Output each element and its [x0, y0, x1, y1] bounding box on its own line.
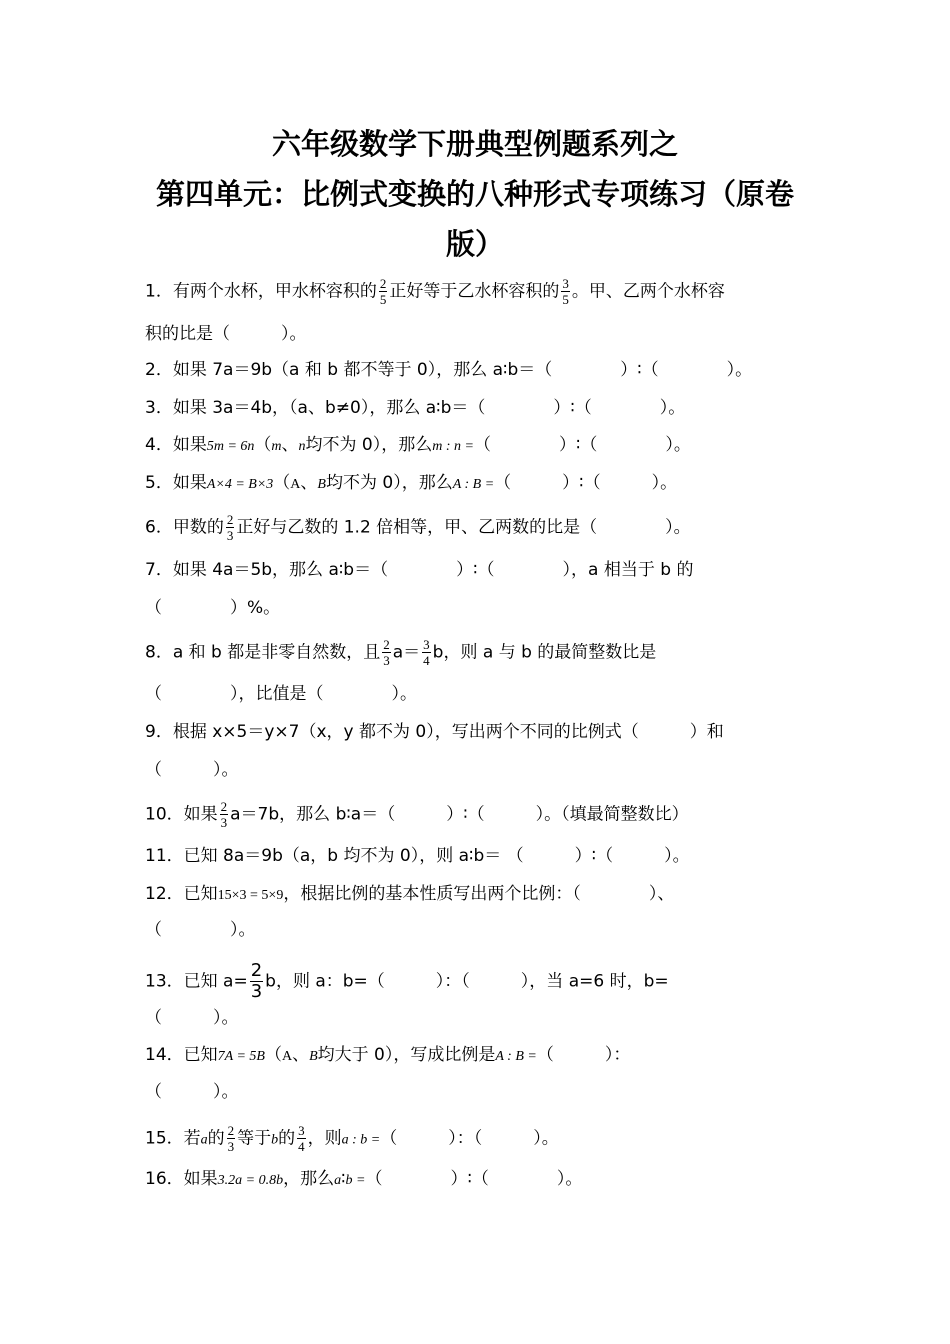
math-expression: 15×3 = 5×9: [217, 888, 284, 903]
math-expression: A×4 = B×3: [206, 477, 274, 492]
question-9-continued: （ ）。: [145, 760, 239, 780]
math-expression: 5m = 6n: [206, 439, 255, 454]
question-10: [145, 800, 689, 829]
math-variable: a: [334, 1173, 342, 1188]
question-6: [145, 513, 691, 542]
question-text: 12．已知: [145, 884, 218, 904]
math-variable: m: [271, 439, 282, 454]
question-12-continued: （ ）。: [145, 920, 256, 940]
math-expression: 3.2a = 0.8b: [217, 1173, 284, 1188]
question-text: 10．如果: [145, 804, 218, 825]
question-text: 8．a 和 b 都是非零自然数，且: [145, 642, 381, 663]
math-expression: A : B =: [452, 477, 495, 492]
math-expression: A : B =: [495, 1049, 537, 1064]
math-variable: a: [200, 1132, 208, 1148]
question-text: 15．若: [145, 1128, 201, 1149]
question-13: [145, 962, 669, 1001]
question-2: 2．如果 7a＝9b（a 和 b 都不等于 0），那么 a∶b＝（ ）∶（ ）。: [145, 360, 753, 380]
math-expression: 7A = 5B: [217, 1049, 265, 1064]
question-text: 16．如果: [145, 1169, 218, 1189]
answer-blanks: （ ）：（ ）。: [380, 1128, 559, 1149]
question-text: 14．已知: [145, 1045, 218, 1065]
answer-blanks: （ ）∶（ ）。: [365, 1169, 583, 1189]
question-text: a＝7b，那么 b∶a＝（ ）∶（ ）。（填最简整数比）: [230, 804, 689, 825]
question-16: 16．如果3.2a = 0.8b，那么a∶b =（ ）∶（ ）。: [145, 1169, 583, 1189]
fraction: $\frac{3}{5}$: [562, 276, 569, 307]
title-line-2: 第四单元：比例式变换的八种形式专项练习（原卷: [155, 177, 794, 211]
question-8-continued: （ ），比值是（ ）。: [145, 684, 417, 704]
math-variable: A: [290, 477, 301, 492]
question-9: 9．根据 x×5＝y×7（x，y 都不为 0），写出两个不同的比例式（ ）和: [145, 722, 724, 742]
fraction: $\frac{2}{3}$: [383, 637, 390, 668]
question-text: 。甲、乙两个水杯容: [571, 281, 725, 302]
question-1-continued: 积的比是（ ）。: [145, 324, 307, 344]
question-text: ，根据比例的基本性质写出两个比例：（ ）、: [283, 884, 675, 904]
title-line-1: 六年级数学下册典型例题系列之: [271, 127, 678, 161]
question-text: 1．有两个水杯，甲水杯容积的: [145, 281, 377, 302]
question-text: 正好等于乙水杯容积的: [389, 281, 560, 302]
math-variable: B: [317, 477, 326, 492]
fraction: $\frac{2}{3}$: [227, 1123, 235, 1154]
math-expression: m : n =: [432, 439, 474, 454]
question-12: [145, 882, 674, 908]
fraction: $\frac{2}{5}$: [379, 276, 387, 307]
fraction: $\frac{3}{4}$: [298, 1123, 305, 1154]
question-text: 均大于 0），写成比例是: [317, 1045, 496, 1065]
question-text: 13．已知 a=: [145, 971, 248, 992]
fraction: $\frac{3}{4}$: [423, 637, 430, 668]
math-variable: n: [298, 439, 306, 454]
question-15: 15．若a的 $\frac{2}{3}$ 等于b的 $\frac{3}{4}$ ，则a : b =（ ）：（ ）。: [145, 1123, 559, 1154]
fraction: $\frac{2}{3}$: [226, 512, 234, 543]
math-variable: B: [309, 1049, 318, 1064]
question-1: [145, 277, 725, 306]
title-line-3: 版）: [445, 227, 504, 261]
question-text: 正好与乙数的 1.2 倍相等，甲、乙两数的比是（ ）。: [236, 517, 691, 538]
question-text: 均不为 0），那么: [325, 473, 453, 493]
question-3: 3．如果 3a＝4b，（a、b≠0），那么 a∶b＝（ ）∶（ ）。: [145, 398, 686, 418]
question-14-continued: （ ）。: [145, 1082, 239, 1102]
question-text: 5．如果: [145, 473, 207, 493]
question-4: 4．如果5m = 6n（m、n均不为 0），那么m : n =（ ）∶（ ）。: [145, 435, 691, 455]
math-variable: A: [281, 1049, 293, 1064]
math-variable: b: [271, 1132, 279, 1148]
question-5: 5．如果A×4 = B×3（A、B均不为 0），那么A : B =（ ）∶（ ）。: [145, 473, 678, 493]
answer-blanks: （ ）∶（ ）。: [473, 435, 691, 455]
question-text: b，则 a 与 b 的最简整数比是: [432, 642, 657, 663]
question-11: 11．已知 8a＝9b（a，b 均不为 0），则 a∶b＝ （ ）∶（ ）。: [145, 846, 690, 866]
question-7-continued: （ ）%。: [145, 598, 281, 618]
question-8: 8．a 和 b 都是非零自然数，且 $\frac{2}{3}$ a＝ $\frac{3}{4}$ b，则 a 与 b 的最简整数比是: [145, 637, 657, 668]
fraction: $\frac{2}{3}$: [220, 799, 228, 830]
fraction: $\frac{2}{3}$: [250, 960, 263, 1002]
question-13-continued: （ ）。: [145, 1008, 239, 1028]
answer-blanks: （ ）∶（ ）。: [494, 473, 678, 493]
question-text: 均不为 0），那么: [305, 435, 433, 455]
question-text: 6．甲数的: [145, 517, 224, 538]
question-text: 4．如果: [145, 435, 207, 455]
question-14: 14．已知7A = 5B（A、B均大于 0），写成比例是A : B =（ ）：: [145, 1045, 631, 1065]
question-7: 7．如果 4a＝5b，那么 a∶b＝（ ）∶（ ），a 相当于 b 的: [145, 560, 694, 580]
question-text: b，则 a：b=（ ）：（ ），当 a=6 时，b=: [265, 971, 669, 992]
math-expression: a : b =: [341, 1132, 381, 1148]
math-expression: b =: [345, 1173, 366, 1188]
answer-blanks: （ ）：: [536, 1045, 631, 1065]
